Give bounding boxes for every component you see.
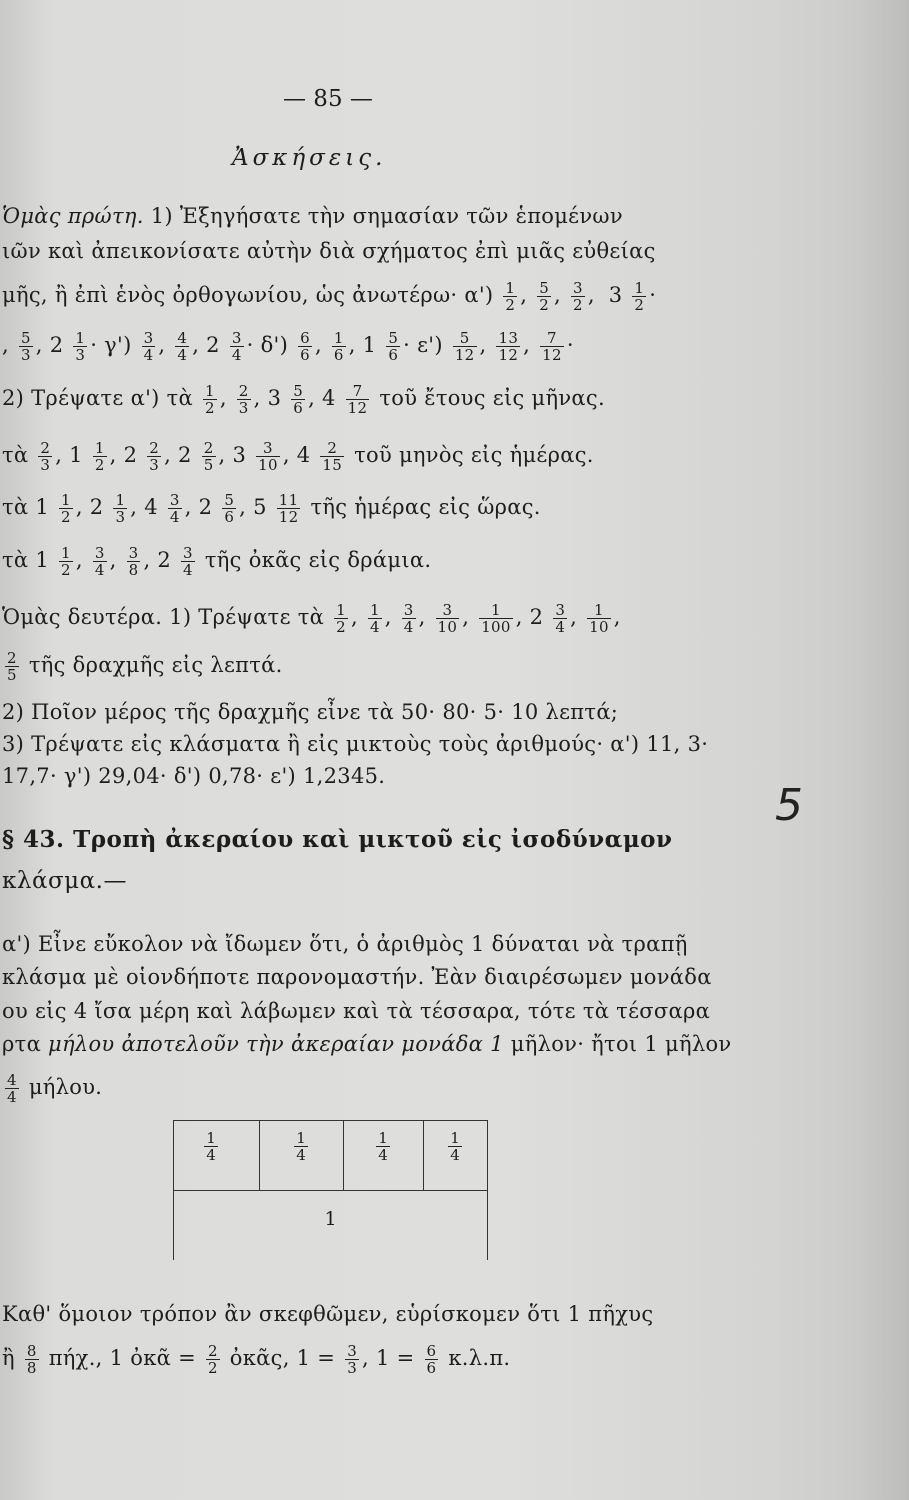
exercise-line: Ὁμὰς πρώτη. 1) Ἐξηγήσατε τὴν σημασίαν τῶν ἑπομένων [2, 204, 623, 228]
exercise-line: 3) Τρέψατε εἰς κλάσματα ἢ εἰς μικτοὺς τοὺς ἀριθμούς· α') 11, 3· [2, 732, 709, 756]
page-number: — 85 — [283, 86, 373, 112]
exercise-line: τὰ 1 $\frac{1}{2}$ , $\frac{3}{4}$ , $\frac{3}{8}$ , 2 $\frac{3}{4}$ τῆς ὀκᾶς εἰς δράμια. [2, 544, 432, 579]
paragraph-line: ρτα μήλου ἀποτελοῦν τὴν ἀκεραίαν μονάδα 1 μῆλον· ἤτοι 1 μῆλον [2, 1032, 732, 1056]
exercise-line: $\frac{2}{5}$ τῆς δραχμῆς εἰς λεπτά. [7, 649, 283, 684]
exercise-line: τὰ 1 $\frac{1}{2}$ , 2 $\frac{1}{3}$ , 4 $\frac{3}{4}$ , 2 $\frac{5}{6}$ , 5 $\frac{11}{12}$ τῆς ἡμέρας εἰς ὥρας. [2, 491, 541, 526]
quarter-label: $\frac{1}{4}$ [450, 1129, 460, 1164]
whole-label: 1 [324, 1208, 337, 1230]
paragraph-line: $\frac{4}{4}$ μήλου. [7, 1071, 103, 1106]
exercise-line: , $\frac{5}{3}$ , 2 $\frac{1}{3}$ · γ') $\frac{3}{4}$ , $\frac{4}{4}$ , 2 $\frac{3}{4}$ · δ') $\frac{6}{6}$ , $\frac{1}{6}$ , 1 $\frac{5}{6}$ · ε') $\frac{5}{12}$ , $\frac{13}{12}$ , $\frac{7}{12}$ · [2, 329, 574, 364]
exercise-line: Ὁμὰς δευτέρα. 1) Τρέψατε τὰ $\frac{1}{2}$ , $\frac{1}{4}$ , $\frac{3}{4}$ , $\frac{3}{10}$ , $\frac{1}{100}$ , 2 $\frac{3}{4}$ , $\frac{1}{10}$ , [2, 601, 621, 636]
exercise-line: 17,7· γ') 29,04· δ') 0,78· ε') 1,2345. [2, 764, 386, 788]
group-title: Ὁμὰς πρώτη. [2, 204, 144, 228]
paragraph-line: ου εἰς 4 ἴσα μέρη καὶ λάβωμεν καὶ τὰ τέσσαρα, τότε τὰ τέσσαρα [2, 999, 711, 1023]
quarter-label: $\frac{1}{4}$ [378, 1129, 388, 1164]
paragraph-line: Καθ' ὅμοιον τρόπον ἂν σκεφθῶμεν, εὑρίσκομεν ὅτι 1 πῆχυς [2, 1302, 654, 1326]
paragraph-line: ἢ $\frac{8}{8}$ πήχ., 1 ὀκᾶ = $\frac{2}{2}$ ὀκᾶς, 1 = $\frac{3}{3}$ , 1 = $\frac{6}{6}$ κ.λ.π. [2, 1342, 511, 1377]
quarters-diagram [173, 1120, 488, 1260]
handwritten-mark: 5 [775, 780, 803, 831]
exercise-line: 2) Ποῖον μέρος τῆς δραχμῆς εἶνε τὰ 50· 80· 5· 10 λεπτά; [2, 700, 619, 724]
exercises-heading: Ἀσκήσεις. [232, 145, 387, 171]
exercise-line: 2) Τρέψατε α') τὰ $\frac{1}{2}$ , $\frac{2}{3}$ , 3 $\frac{5}{6}$ , 4 $\frac{7}{12}$ τοῦ ἔτους εἰς μῆνας. [2, 382, 605, 417]
paragraph-line: α') Εἶνε εὔκολον νὰ ἴδωμεν ὅτι, ὁ ἀριθμὸς 1 δύναται νὰ τραπῇ [2, 932, 688, 956]
quarter-label: $\frac{1}{4}$ [296, 1129, 306, 1164]
exercise-line: τὰ $\frac{2}{3}$ , 1 $\frac{1}{2}$ , 2 $\frac{2}{3}$ , 2 $\frac{2}{5}$ , 3 $\frac{3}{10}$ , 4 $\frac{2}{15}$ τοῦ μηνὸς εἰς ἡμέρας. [2, 439, 594, 474]
exercise-line: μῆς, ἢ ἐπὶ ἑνὸς ὀρθογωνίου, ὡς ἀνωτέρω· α') $\frac{1}{2}$ , $\frac{5}{2}$ , $\frac{3}{2}$ , 3 $\frac{1}{2}$ · [2, 279, 657, 314]
section-heading-cont: κλάσμα.— [2, 868, 127, 894]
exercise-line: ιῶν καὶ ἀπεικονίσατε αὐτὴν διὰ σχήματος ἐπὶ μιᾶς εὐθείας [2, 239, 656, 263]
section-heading: § 43. Τροπὴ ἀκεραίου καὶ μικτοῦ εἰς ἰσοδύναμον [2, 826, 673, 853]
page-shadow [849, 0, 909, 1500]
paragraph-line: κλάσμα μὲ οἱονδήποτε παρονομαστήν. Ἐὰν διαιρέσωμεν μονάδα [2, 965, 712, 989]
quarter-label: $\frac{1}{4}$ [206, 1129, 216, 1164]
